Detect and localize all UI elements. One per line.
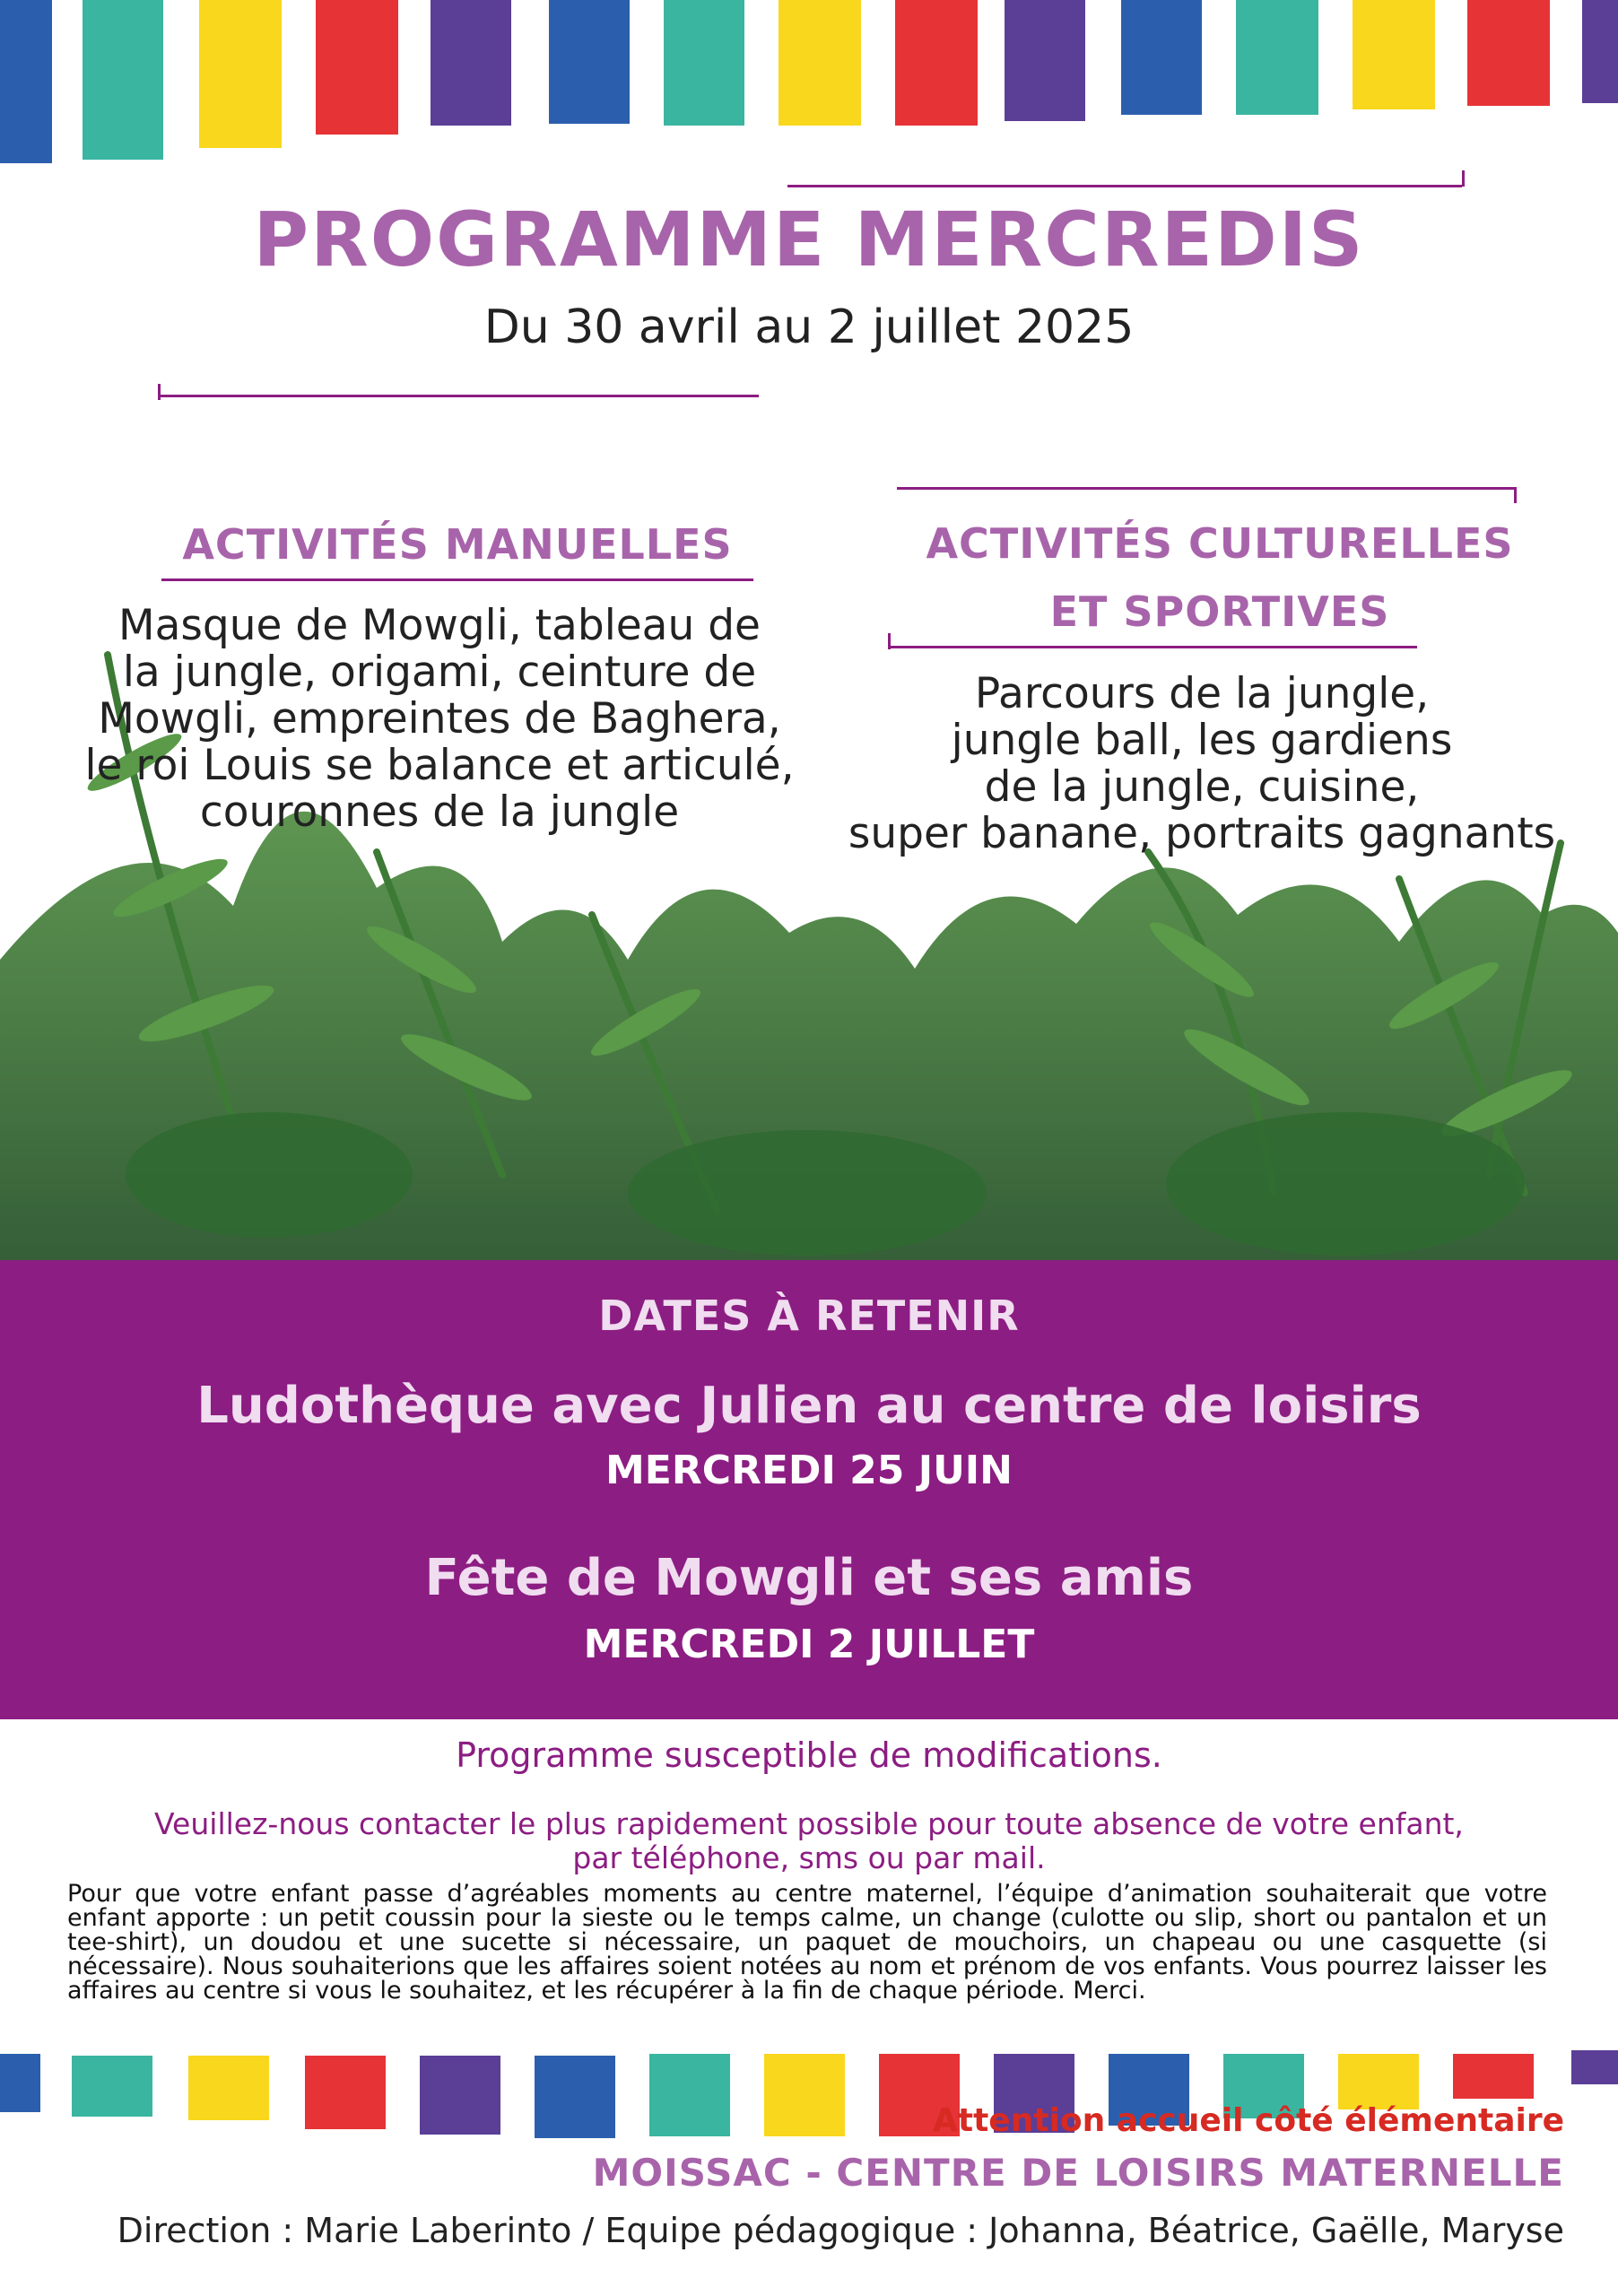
attention-notice: Attention accueil côté élémentaire [933, 2102, 1564, 2139]
stripe [664, 0, 744, 126]
stripe [1121, 0, 1202, 115]
event1-date: MERCREDI 25 JUIN [605, 1448, 1013, 1493]
dates-heading: DATES À RETENIR [598, 1292, 1020, 1340]
top-color-stripes [0, 0, 1618, 170]
stripe [188, 2056, 269, 2120]
cultural-line: super banane, portraits gagnants [848, 809, 1556, 858]
stripe [72, 2056, 152, 2117]
stripe [895, 0, 978, 126]
stripe [1453, 2054, 1534, 2099]
cultural-accent-top [897, 487, 1516, 490]
info-paragraph: Pour que votre enfant passe d’agréables moments au centre maternel, l’équipe d’animation souhaiterait que votre enfant apporte : un petit coussin pour la sieste ou le temps calme, un change (culotte ou slip, short ou pantalon et un tee-shirt), un doudou et une sucette si nécessaire, un paquet de mouchoirs, un chapeau ou une casquette (si nécessaire). Nous souhaiterions que les affaires soient notées au nom et prénom de vos enfants. Vous pourrez laisser les affaires au centre si vous le souhaitez, et les récupérer à la fin de chaque période. Merci. [67, 1880, 1547, 2005]
stripe [199, 0, 282, 148]
cultural-line: jungle ball, les gardiens [951, 716, 1453, 765]
stripe [1467, 0, 1550, 106]
stripe [1005, 0, 1085, 121]
cultural-activities-heading [861, 509, 1579, 646]
stripe [549, 0, 630, 124]
stripe [305, 2056, 386, 2129]
event2-title: Fête de Mowgli et ses amis [424, 1549, 1194, 1607]
subtitle-accent-tick [158, 384, 161, 400]
event1-title: Ludothèque avec Julien au centre de loisirs [196, 1377, 1422, 1435]
title-accent-top [787, 185, 1462, 187]
direction-team: Direction : Marie Laberinto / Equipe pédagogique : Johanna, Béatrice, Gaëlle, Maryse [117, 2211, 1564, 2250]
stripe [0, 2054, 40, 2112]
stripe [535, 2056, 615, 2138]
contact-line1: Veuillez-nous contacter le plus rapidement possible pour toute absence de votre enfant, [154, 1806, 1464, 1841]
subtitle-accent-bottom [158, 395, 759, 397]
stripe [1353, 0, 1435, 109]
cultural-accent-bottom [888, 646, 1417, 648]
event2-date: MERCREDI 2 JUILLET [583, 1622, 1035, 1667]
stripe [316, 0, 398, 135]
manual-line: couronnes de la jungle [199, 787, 680, 837]
stripe [779, 0, 861, 126]
manual-line: Mowgli, empreintes de Baghera, [98, 694, 781, 744]
contact-notice [135, 1807, 1483, 1875]
cultural-accent-tick [1514, 487, 1517, 503]
stripe [764, 2054, 845, 2136]
stripe [1582, 0, 1618, 103]
cultural-line: de la jungle, cuisine, [984, 762, 1420, 812]
stripe [83, 0, 163, 160]
center-name: MOISSAC - CENTRE DE LOISIRS MATERNELLE [592, 2151, 1564, 2195]
stripe [0, 0, 52, 163]
manual-line: Masque de Mowgli, tableau de [118, 601, 761, 650]
contact-line2: par téléphone, sms ou par mail. [572, 1840, 1046, 1875]
cultural-heading-line1: ACTIVITÉS CULTURELLES [926, 519, 1514, 568]
stripe [1338, 2054, 1419, 2109]
manual-line: le roi Louis se balance et articulé, [84, 741, 795, 790]
stripe [1571, 2050, 1618, 2084]
manual-line: la jungle, origami, ceinture de [122, 648, 757, 697]
cultural-heading-line2: ET SPORTIVES [1049, 587, 1390, 636]
stripe [431, 0, 511, 126]
manual-activities-list [72, 603, 807, 836]
manual-activities-heading: ACTIVITÉS MANUELLES [182, 520, 733, 569]
manual-accent-line [161, 578, 753, 581]
stripe [649, 2054, 730, 2136]
page-subtitle: Du 30 avril au 2 juillet 2025 [483, 300, 1135, 354]
cultural-activities-list [843, 671, 1561, 857]
page-title: PROGRAMME MERCREDIS [253, 196, 1365, 283]
stripe [420, 2056, 500, 2135]
modifications-notice: Programme susceptible de modifications. [456, 1735, 1162, 1775]
stripe [1236, 0, 1318, 115]
title-accent-tick [1462, 170, 1465, 187]
cultural-line: Parcours de la jungle, [974, 669, 1430, 718]
cultural-accent-bottom-tick [888, 633, 891, 649]
